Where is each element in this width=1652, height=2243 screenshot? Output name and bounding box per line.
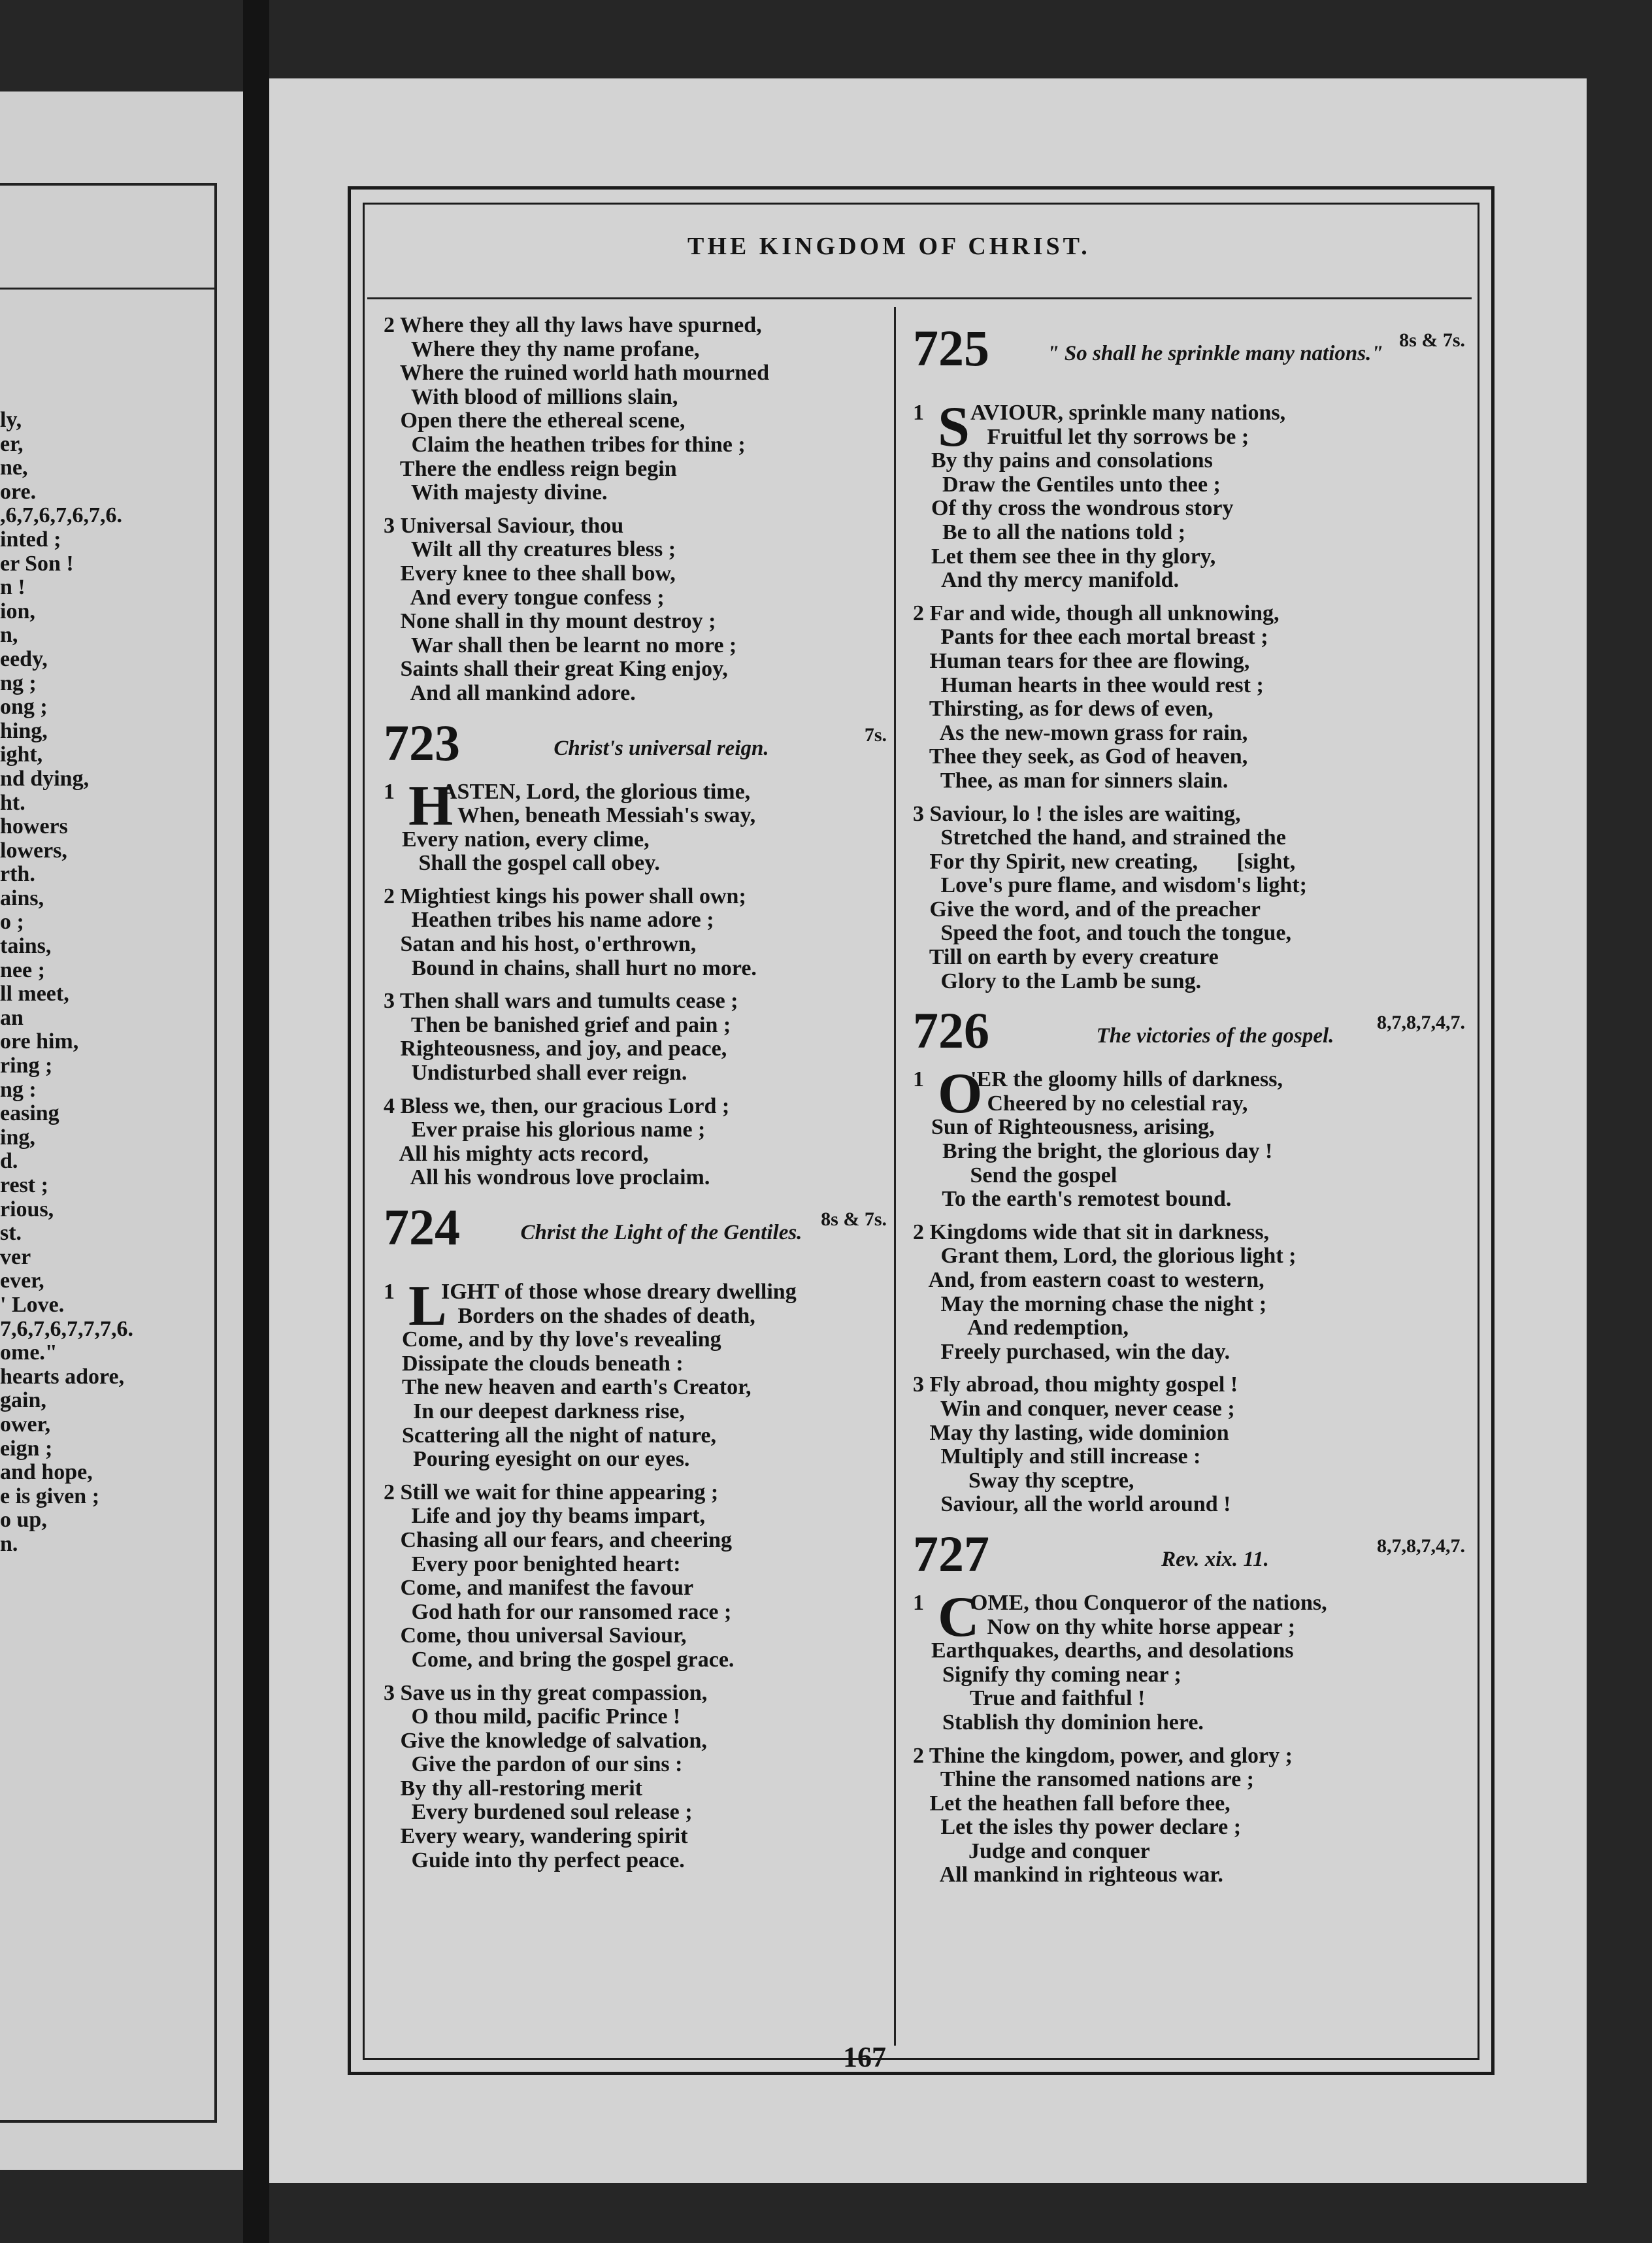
hymn-line: War shall then be learnt no more ; [384, 633, 737, 657]
hymn-line: ight, [0, 742, 43, 767]
hymn-line: Love's pure flame, and wisdom's light; [913, 873, 1307, 898]
verse-number: 1 [913, 1067, 924, 1092]
hymn-verses [913, 1221, 1465, 1517]
hymn-725 [913, 320, 1465, 993]
hymn-line: All mankind in righteous war. [913, 1863, 1223, 1887]
verse-number: 1 [384, 1280, 395, 1304]
hymn-line: d. [0, 1149, 18, 1174]
hymn-verse [384, 1682, 887, 1873]
hymn-verse [384, 1095, 887, 1190]
hymn-verse [384, 314, 887, 505]
hymn-line: lowers, [0, 838, 67, 863]
hymn-line: AVIOUR, sprinkle many nations, [970, 401, 1286, 425]
hymn-line: 3 Then shall wars and tumults cease ; [384, 989, 738, 1014]
hymn-line: With majesty divine. [384, 480, 608, 505]
hymn-header [384, 714, 887, 780]
hymn-line: Multiply and still increase : [913, 1444, 1201, 1469]
hymn-number: 723 [384, 714, 460, 771]
hymn-724 [384, 1199, 887, 1872]
hymn-line: None shall in thy mount destroy ; [384, 609, 716, 634]
hymn-meter: 8,7,8,7,4,7. [1377, 1012, 1465, 1034]
hymn-verse [384, 1481, 887, 1672]
hymn-line: Let the isles thy power declare ; [913, 1815, 1242, 1840]
hymn-line: 7,6,7,6,7,7,7,6. [0, 1316, 133, 1341]
hymn-line: Sun of Righteousness, arising, [931, 1115, 1215, 1140]
hymn-line: Send the gospel [931, 1163, 1117, 1188]
hymn-verses [384, 1481, 887, 1873]
hymn-722-continuation [384, 314, 887, 706]
hymn-line: Thirsting, as for dews of even, [913, 697, 1214, 722]
hymn-line: Speed the foot, and touch the tongue, [913, 921, 1291, 946]
hymn-line: OME, thou Conqueror of the nations, [970, 1590, 1327, 1615]
hymn-line: n ! [0, 575, 25, 600]
hymn-line: ome." [0, 1340, 58, 1365]
hymn-line: er, [0, 431, 24, 456]
verse-number: 1 [913, 401, 924, 425]
hymn-line: May the morning chase the night ; [913, 1291, 1267, 1316]
hymn-line: ll meet, [0, 982, 69, 1006]
hymn-line: Draw the Gentiles unto thee ; [931, 472, 1221, 497]
hymn-line: To the earth's remotest bound. [931, 1187, 1232, 1212]
hymn-verses [913, 602, 1465, 994]
hymn-meter: 8s & 7s. [1399, 329, 1465, 351]
right-column [913, 314, 1465, 1899]
hymn-header [913, 320, 1465, 401]
hymn-line: And redemption, [913, 1316, 1129, 1340]
hymnal-page [269, 78, 1587, 2183]
hymn-line: 2 Where they all thy laws have spurned, [384, 313, 762, 337]
hymn-line: Righteousness, and joy, and peace, [384, 1037, 727, 1061]
hymn-line: Human hearts in thee would rest ; [913, 673, 1264, 697]
hymn-line: And every tongue confess ; [384, 585, 665, 610]
hymn-line: o up, [0, 1508, 47, 1533]
hymn-line: Borders on the shades of death, [441, 1303, 755, 1328]
hymn-line: ion, [0, 599, 35, 623]
hymn-line: And thy mercy manifold. [931, 568, 1180, 593]
hymn-line: Claim the heathen tribes for thine ; [384, 432, 746, 457]
running-head: THE KINGDOM OF CHRIST. [687, 233, 1091, 260]
hymn-line: ore. [0, 479, 37, 504]
hymn-727 [913, 1525, 1465, 1887]
hymn-line: Dissipate the clouds beneath : [402, 1351, 684, 1376]
hymn-line: Give the word, and of the preacher [913, 897, 1261, 922]
hymn-meter: 8s & 7s. [821, 1208, 887, 1230]
hymn-line: rest ; [0, 1173, 48, 1197]
hymn-title: Rev. xix. 11. [1161, 1547, 1269, 1571]
hymn-line: 'ER the gloomy hills of darkness, [970, 1067, 1283, 1092]
hymn-number: 726 [913, 1002, 989, 1059]
hymn-line: God hath for our ransomed race ; [384, 1599, 732, 1624]
hymn-line: Pouring eyesight on our eyes. [402, 1447, 690, 1472]
hymn-verses [913, 1744, 1465, 1888]
page-number: 167 [843, 2041, 886, 2073]
hymn-line: 2 Still we wait for thine appearing ; [384, 1480, 719, 1504]
hymn-line: Glory to the Lamb be sung. [913, 969, 1202, 993]
hymn-line: Till on earth by every creature [913, 945, 1219, 970]
hymn-line: Guide into thy perfect peace. [384, 1848, 685, 1872]
hymn-726 [913, 1002, 1465, 1517]
hymn-line: Where the ruined world hath mourned [384, 361, 770, 386]
hymn-line: n. [0, 1531, 18, 1556]
drop-cap: L [408, 1274, 447, 1338]
hymn-verse [384, 885, 887, 980]
hymn-verse [913, 1373, 1465, 1517]
hymn-line: er Son ! [0, 551, 74, 576]
hymn-line: Grant them, Lord, the glorious light ; [913, 1244, 1297, 1269]
hymn-line: Win and conquer, never cease ; [913, 1396, 1235, 1421]
hymn-line: All his mighty acts record, [384, 1141, 649, 1166]
hymn-line: easing [0, 1101, 59, 1126]
hymn-line: e is given ; [0, 1484, 100, 1508]
hymn-line: ly, [0, 408, 22, 432]
hymn-verses [384, 885, 887, 1190]
hymn-line: Thee, as man for sinners slain. [913, 768, 1229, 793]
hymn-line: Wilt all thy creatures bless ; [384, 537, 676, 562]
hymn-line: Every burdened soul release ; [384, 1800, 693, 1825]
hymn-line: As the new-mown grass for rain, [913, 720, 1248, 745]
hymn-line: st. [0, 1221, 22, 1246]
hymn-line: For thy Spirit, new creating, [sight, [913, 849, 1296, 874]
hymn-line: ong ; [0, 695, 48, 720]
hymn-line: 2 Thine the kingdom, power, and glory ; [913, 1743, 1293, 1768]
hymn-line: And, from eastern coast to western, [913, 1268, 1264, 1292]
hymn-first-verse [384, 774, 887, 876]
hymn-line: Open there the ethereal scene, [384, 408, 686, 433]
hymn-title: Christ the Light of the Gentiles. [520, 1221, 802, 1244]
verse-number: 1 [384, 779, 395, 804]
drop-cap: S [938, 395, 970, 459]
hymn-line: Stablish thy dominion here. [931, 1710, 1204, 1735]
header-rule [367, 297, 1472, 299]
hymn-number: 725 [913, 320, 989, 376]
hymn-line: ASTEN, Lord, the glorious time, [441, 779, 751, 804]
hymn-line: And all mankind adore. [384, 680, 636, 705]
hymn-line: Every knee to thee shall bow, [384, 561, 676, 586]
hymn-header [384, 1199, 887, 1280]
hymn-line: Undisturbed shall ever reign. [384, 1061, 687, 1086]
hymn-header [913, 1525, 1465, 1591]
hymn-line: 3 Universal Saviour, thou [384, 513, 624, 538]
hymn-line: Life and joy thy beams impart, [384, 1504, 706, 1529]
hymn-line: ever, [0, 1269, 44, 1293]
hymn-title: Christ's universal reign. [553, 736, 769, 760]
hymn-723 [384, 714, 887, 1191]
hymn-line: In our deepest darkness rise, [402, 1399, 685, 1423]
hymn-line: Of thy cross the wondrous story [931, 496, 1234, 521]
hymn-line: n, [0, 623, 18, 648]
hymn-line: With blood of millions slain, [384, 384, 678, 409]
hymn-line: All his wondrous love proclaim. [384, 1165, 710, 1190]
hymn-line: ower, [0, 1412, 51, 1437]
hymn-verse [913, 602, 1465, 793]
hymn-line: Chasing all our fears, and cheering [384, 1527, 733, 1552]
hymn-line: Cheered by no celestial ray, [970, 1091, 1248, 1116]
hymn-meter: 8,7,8,7,4,7. [1377, 1535, 1465, 1557]
hymn-line: o ; [0, 910, 24, 935]
facing-page-text [0, 408, 222, 1557]
hymn-line: Every poor benighted heart: [384, 1552, 681, 1576]
column-divider [894, 307, 896, 2046]
hymn-line: Saviour, all the world around ! [913, 1492, 1231, 1517]
hymn-line: Thine the ransomed nations are ; [913, 1767, 1255, 1792]
hymn-line: Let the heathen fall before thee, [913, 1791, 1231, 1816]
hymn-line: 3 Saviour, lo ! the isles are waiting, [913, 801, 1241, 826]
hymn-verse [384, 514, 887, 706]
hymn-line: ht. [0, 790, 25, 815]
hymn-line: ver [0, 1244, 31, 1269]
hymn-first-verse [913, 395, 1465, 593]
hymn-line: 3 Fly abroad, thou mighty gospel ! [913, 1372, 1238, 1397]
hymn-meter: 7s. [864, 723, 887, 746]
hymn-line: nee ; [0, 957, 45, 982]
hymn-line: Give the knowledge of salvation, [384, 1728, 707, 1753]
hymn-line: Saints shall their great King enjoy, [384, 657, 728, 682]
hymn-first-verse [913, 1062, 1465, 1212]
left-column [384, 314, 887, 1884]
hymn-line: Sway thy sceptre, [913, 1468, 1134, 1493]
hymn-line: Shall the gospel call obey. [402, 851, 660, 876]
hymn-line: inted ; [0, 527, 61, 552]
drop-cap: C [938, 1585, 980, 1649]
hymn-line: ,6,7,6,7,6,7,6. [0, 503, 122, 528]
hymn-line: Bound in chains, shall hurt no more. [384, 955, 757, 980]
hymn-line: True and faithful ! [931, 1686, 1146, 1711]
hymn-line: The new heaven and earth's Creator, [402, 1375, 752, 1400]
hymn-line: nd dying, [0, 766, 90, 791]
hymn-line: Bring the bright, the glorious day ! [931, 1139, 1273, 1164]
hymn-line: Let them see thee in thy glory, [931, 544, 1216, 569]
hymn-line: rth. [0, 862, 35, 887]
hymn-line: 2 Mightiest kings his power shall own; [384, 884, 746, 908]
hymn-line: Then be banished grief and pain ; [384, 1012, 731, 1037]
hymn-line: Scattering all the night of nature, [402, 1423, 717, 1448]
hymn-line: rious, [0, 1197, 54, 1221]
hymn-line: howers [0, 814, 68, 839]
hymn-line: Thee they seek, as God of heaven, [913, 744, 1248, 769]
verse-number: 1 [913, 1590, 924, 1615]
hymn-line: Human tears for thee are flowing, [913, 648, 1250, 673]
facing-page-rule [0, 288, 216, 290]
hymn-line: Stretched the hand, and strained the [913, 825, 1286, 850]
hymn-line: By thy pains and consolations [931, 448, 1213, 473]
hymn-line: ing, [0, 1125, 35, 1150]
hymn-line: ng ; [0, 671, 37, 695]
hymn-line: When, beneath Messiah's sway, [441, 803, 756, 828]
hymn-line: By thy all-restoring merit [384, 1776, 642, 1801]
hymn-line: May thy lasting, wide dominion [913, 1420, 1229, 1445]
hymn-line: ng : [0, 1077, 37, 1102]
hymn-line: gain, [0, 1388, 46, 1413]
hymn-line: eedy, [0, 646, 48, 671]
hymn-line: Come, and by thy love's revealing [402, 1327, 721, 1352]
hymn-line: There the endless reign begin [384, 456, 677, 481]
hymn-line: ne, [0, 456, 28, 480]
hymn-line: IGHT of those whose dreary dwelling [441, 1280, 797, 1304]
hymn-line: Come, thou universal Saviour, [384, 1623, 687, 1648]
hymn-line: 2 Far and wide, though all unknowing, [913, 601, 1280, 625]
hymn-line: Fruitful let thy sorrows be ; [970, 424, 1249, 449]
hymn-line: Every nation, every clime, [402, 827, 650, 852]
hymn-line: Where they thy name profane, [384, 337, 700, 361]
hymn-number: 724 [384, 1199, 460, 1255]
hymn-verse [913, 1221, 1465, 1365]
hymn-line: ring ; [0, 1054, 53, 1078]
hymn-line: Come, and manifest the favour [384, 1576, 694, 1601]
hymn-header [913, 1002, 1465, 1068]
hymn-line: 4 Bless we, then, our gracious Lord ; [384, 1093, 730, 1118]
hymn-line: Come, and bring the gospel grace. [384, 1647, 735, 1672]
hymn-line: and hope, [0, 1460, 93, 1485]
hymn-line: Now on thy white horse appear ; [970, 1614, 1296, 1639]
hymn-line: Every weary, wandering spirit [384, 1824, 688, 1849]
hymn-line: an [0, 1005, 24, 1030]
hymn-line: 3 Save us in thy great compassion, [384, 1680, 708, 1705]
hymn-first-verse [913, 1585, 1465, 1735]
hymn-line: Earthquakes, dearths, and desolations [931, 1638, 1294, 1663]
drop-cap: O [938, 1062, 983, 1126]
hymn-line: 2 Kingdoms wide that sit in darkness, [913, 1220, 1270, 1244]
hymn-line: O thou mild, pacific Prince ! [384, 1704, 681, 1729]
hymn-line: Give the pardon of our sins : [384, 1752, 683, 1777]
hymn-verse [913, 803, 1465, 994]
hymn-line: tains, [0, 934, 52, 959]
hymn-line: Be to all the nations told ; [931, 520, 1186, 544]
hymn-line: hearts adore, [0, 1364, 125, 1389]
hymn-line: ' Love. [0, 1292, 65, 1317]
hymn-line: Pants for thee each mortal breast ; [913, 625, 1268, 650]
hymn-title: The victories of the gospel. [1096, 1024, 1334, 1048]
hymn-line: hing, [0, 718, 48, 743]
hymn-line: Satan and his host, o'erthrown, [384, 932, 697, 957]
hymn-number: 727 [913, 1525, 989, 1582]
book-gutter [243, 0, 269, 2243]
hymn-line: ore him, [0, 1029, 79, 1054]
drop-cap: H [408, 774, 454, 838]
hymn-line: Judge and conquer [913, 1838, 1150, 1863]
hymn-first-verse [384, 1274, 887, 1472]
hymn-line: ains, [0, 886, 44, 910]
hymn-line: Ever praise his glorious name ; [384, 1118, 706, 1142]
hymn-verse [384, 989, 887, 1085]
hymn-title: " So shall he sprinkle many nations." [1047, 342, 1383, 365]
hymn-verse [913, 1744, 1465, 1888]
hymn-line: Signify thy coming near ; [931, 1662, 1181, 1687]
facing-page-fragment [0, 91, 243, 2170]
hymn-line: eign ; [0, 1436, 53, 1461]
hymn-line: Freely purchased, win the day. [913, 1339, 1231, 1364]
hymn-line: Heathen tribes his name adore ; [384, 908, 714, 933]
